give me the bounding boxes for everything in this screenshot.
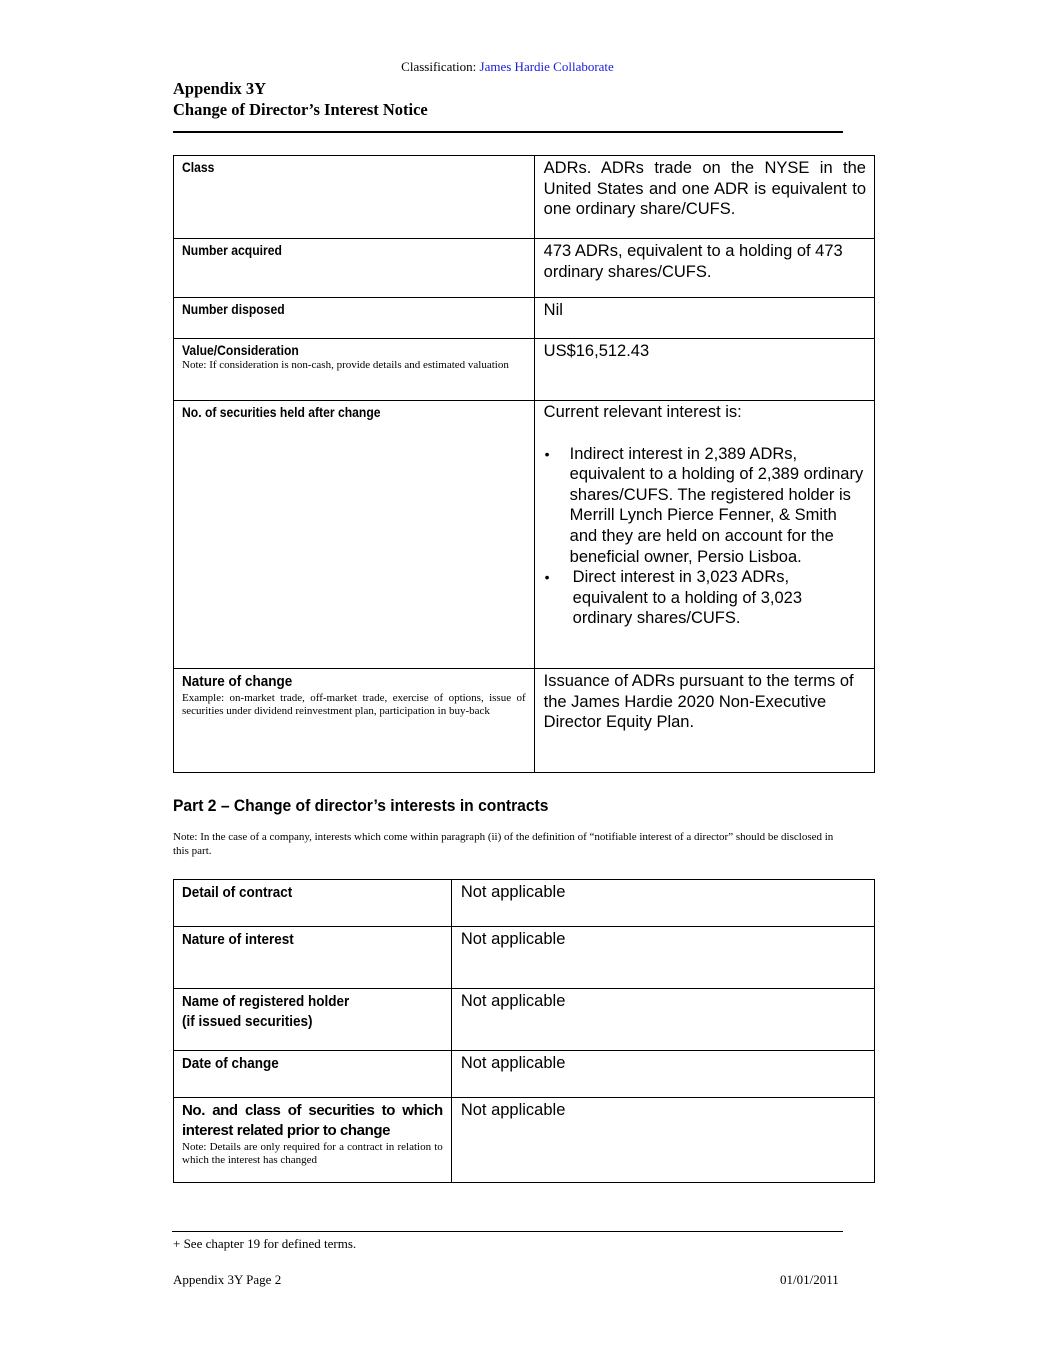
- class-label: Class: [182, 160, 215, 175]
- securities-prior-label: No. and class of securities to which interest related prior to change: [182, 1102, 443, 1139]
- nature-of-change-note: Example: on-market trade, off-market trade, exercise of options, issue of securities under dividend reinvestment plan, participation in buy-back: [182, 692, 526, 717]
- header-divider: [173, 131, 843, 133]
- number-disposed-label: Number disposed: [182, 302, 285, 317]
- document-title: [173, 78, 428, 120]
- part2-note: Note: In the case of a company, interests which come within paragraph (ii) of the definition of “notifiable interest of a director” should be disclosed in this part.: [173, 831, 834, 857]
- nature-of-change-label: Nature of change: [182, 673, 293, 690]
- label-cell: [174, 989, 452, 1051]
- value-cell: [534, 298, 874, 339]
- list-item: • Direct interest in 3,023 ADRs, equivalent to a holding of 3,023 ordinary shares/CUFS.: [544, 568, 803, 628]
- table-row: [174, 298, 875, 339]
- securities-held-list: [544, 444, 866, 629]
- part1-table: [173, 155, 875, 773]
- footer-page-label: Appendix 3Y Page 2: [173, 1272, 282, 1287]
- label-cell: [174, 298, 535, 339]
- table-row: [174, 669, 875, 773]
- value-cell: [534, 156, 874, 239]
- footer-terms: + See chapter 19 for defined terms.: [173, 1236, 357, 1251]
- date-of-change-label: Date of change: [182, 1055, 279, 1072]
- number-acquired-label: Number acquired: [182, 243, 282, 258]
- classification-label: Classification:: [401, 59, 477, 74]
- label-cell: [174, 927, 452, 989]
- registered-holder-label-line2: (if issued securities): [182, 1013, 313, 1030]
- value-cell: [451, 927, 874, 989]
- appendix-title: Appendix 3Y: [173, 79, 267, 98]
- value-cell: [534, 669, 874, 773]
- part2-heading: Part 2 – Change of director’s interests in contracts: [173, 796, 549, 815]
- label-cell: [174, 1051, 452, 1098]
- consideration-label: Value/Consideration: [182, 343, 299, 358]
- date-of-change-value: Not applicable: [460, 1054, 566, 1072]
- classification-line: [0, 59, 1015, 75]
- number-acquired-value: 473 ADRs, equivalent to a holding of 473 ordinary shares/CUFS.: [543, 242, 843, 281]
- registered-holder-value: Not applicable: [460, 992, 566, 1010]
- part2-table: [173, 879, 875, 1183]
- bullet-icon: •: [544, 569, 550, 586]
- table-row: [174, 1051, 875, 1098]
- table-row: [174, 880, 875, 927]
- footer-divider: [172, 1231, 843, 1232]
- number-disposed-value: Nil: [543, 301, 563, 319]
- label-cell: [174, 1098, 452, 1183]
- securities-held-intro: Current relevant interest is:: [543, 403, 742, 421]
- table-row: [174, 156, 875, 239]
- table-row: [174, 401, 875, 669]
- table-row: [174, 339, 875, 401]
- label-cell: [174, 669, 535, 773]
- table-row: [174, 927, 875, 989]
- detail-of-contract-value: Not applicable: [460, 883, 566, 901]
- label-cell: [174, 339, 535, 401]
- consideration-note: Note: If consideration is non-cash, provide details and estimated valuation: [182, 359, 509, 371]
- value-cell: [451, 880, 874, 927]
- value-cell: [534, 401, 874, 669]
- label-cell: [174, 401, 535, 669]
- label-cell: [174, 156, 535, 239]
- footer-date: 01/01/2011: [780, 1272, 839, 1287]
- table-row: [174, 989, 875, 1051]
- value-cell: [451, 1098, 874, 1183]
- securities-held-label: No. of securities held after change: [182, 405, 381, 420]
- nature-of-interest-label: Nature of interest: [182, 931, 294, 948]
- registered-holder-label: Name of registered holder: [182, 993, 350, 1010]
- classification-value: James Hardie Collaborate: [479, 59, 614, 74]
- value-cell: [534, 339, 874, 401]
- consideration-value: US$16,512.43: [543, 342, 650, 360]
- bullet-icon: •: [544, 445, 550, 462]
- value-cell: [451, 1051, 874, 1098]
- value-cell: [534, 239, 874, 298]
- securities-prior-note: Note: Details are only required for a contract in relation to which the interest has changed: [182, 1141, 443, 1166]
- label-cell: [174, 880, 452, 927]
- list-item: • Indirect interest in 2,389 ADRs, equivalent to a holding of 2,389 ordinary shares/CUFS. The registered holder is Merrill Lynch Pierce Fenner, & Smith and they are held on account for the beneficial owner, Persio Lisboa.: [544, 444, 864, 566]
- class-value: ADRs. ADRs trade on the NYSE in the United States and one ADR is equivalent to one ordinary share/CUFS.: [543, 159, 866, 219]
- table-row: [174, 239, 875, 298]
- value-cell: [451, 989, 874, 1051]
- table-row: [174, 1098, 875, 1183]
- label-cell: [174, 239, 535, 298]
- nature-of-interest-value: Not applicable: [460, 930, 566, 948]
- nature-of-change-value: Issuance of ADRs pursuant to the terms of the James Hardie 2020 Non-Executive Director Equity Plan.: [543, 672, 854, 732]
- detail-of-contract-label: Detail of contract: [182, 884, 293, 901]
- notice-title: Change of Director’s Interest Notice: [173, 100, 428, 119]
- securities-prior-value: Not applicable: [460, 1101, 566, 1119]
